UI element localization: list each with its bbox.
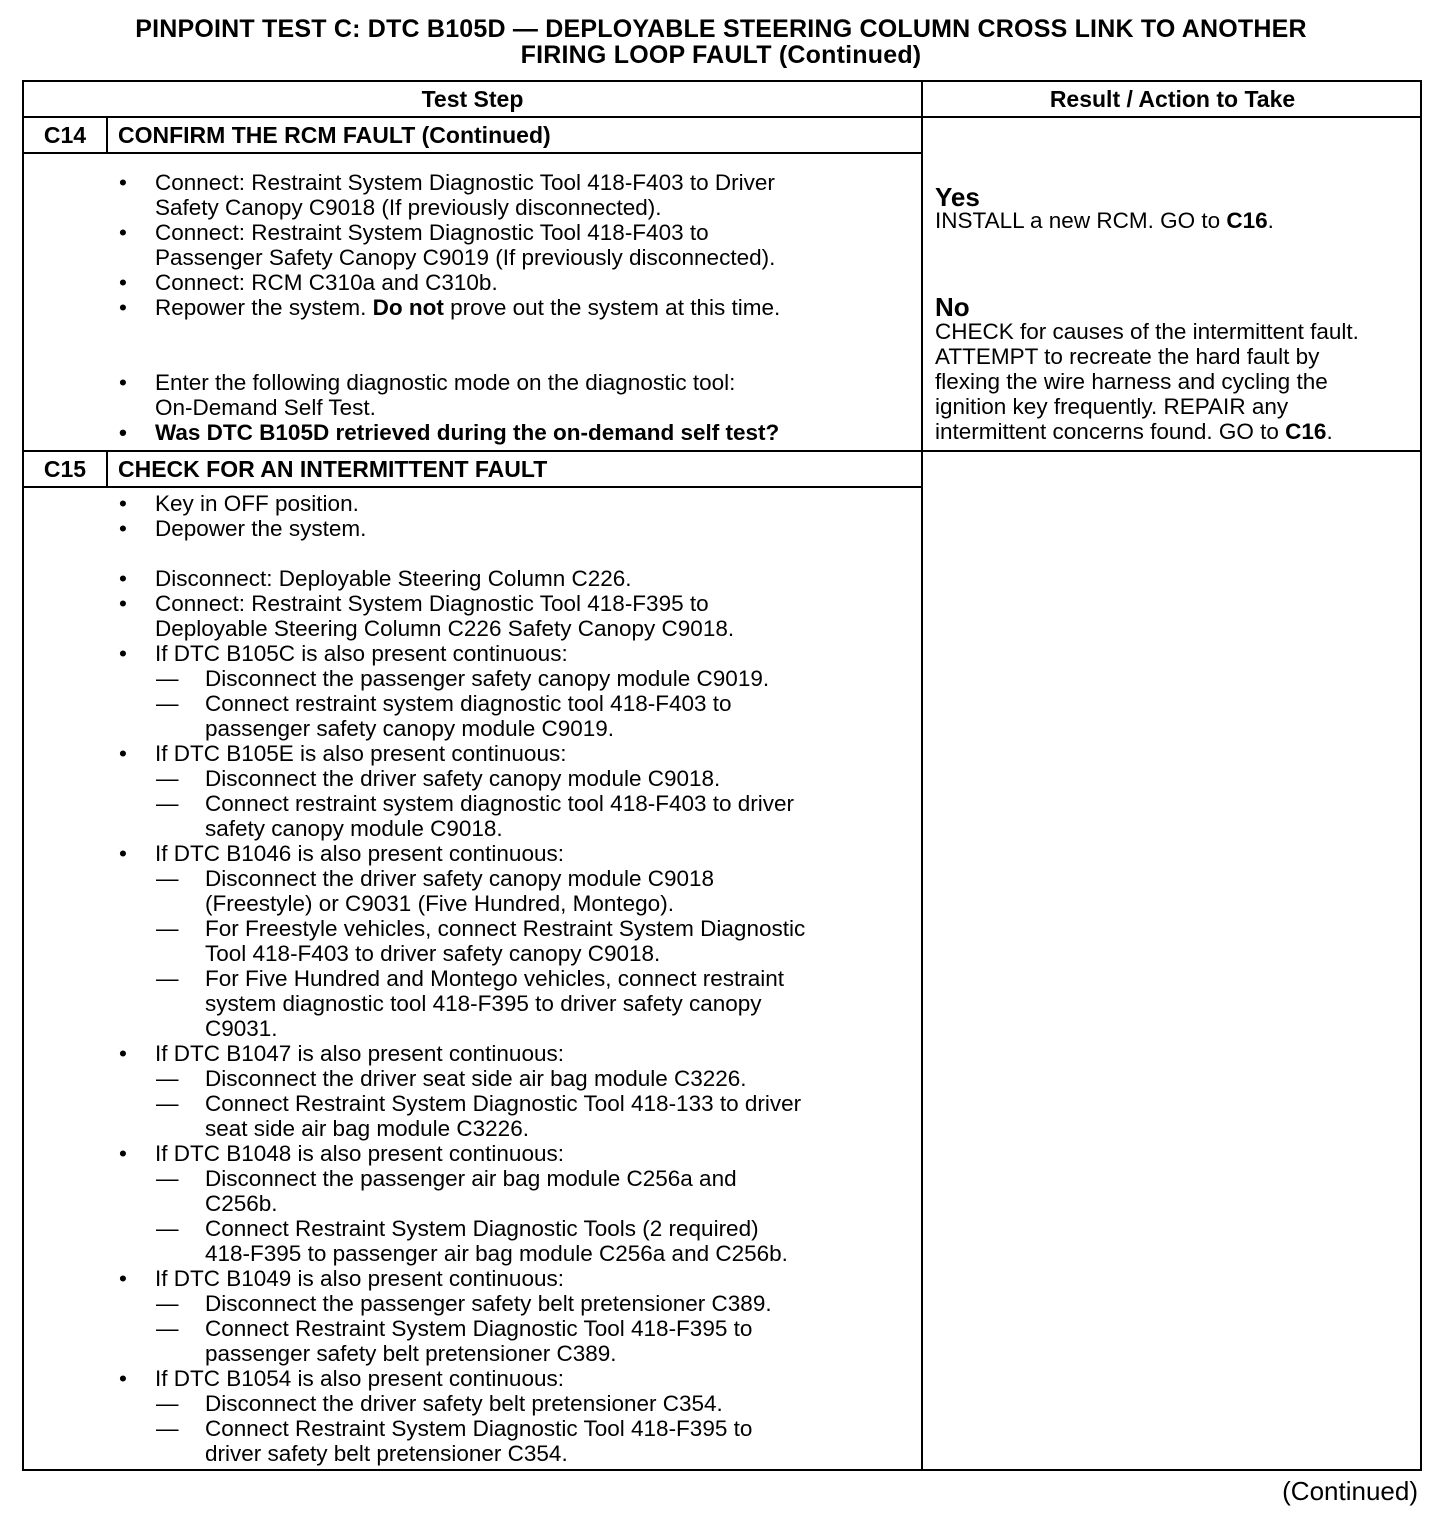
list-item: • Connect: RCM C310a and C310b. — [24, 270, 919, 295]
column-divider — [921, 82, 923, 1471]
sub-item: — For Freestyle vehicles, connect Restraint System Diagnostic Tool 418-F403 to driver safety canopy C9018. — [24, 916, 919, 966]
sub-item: — For Five Hundred and Montego vehicles, connect restraint system diagnostic tool 418-F395 to driver safety canopy C9031. — [24, 966, 919, 1041]
list-item: • If DTC B1049 is also present continuous: — [24, 1266, 919, 1291]
list-item: • If DTC B1047 is also present continuous: — [24, 1041, 919, 1066]
goto-c16-link[interactable]: C16 — [1226, 208, 1268, 233]
list-item: • If DTC B105C is also present continuous: — [24, 641, 919, 666]
sub-item: — Connect Restraint System Diagnostic Tool 418-F395 to passenger safety belt pretensioner C389. — [24, 1316, 919, 1366]
list-item-question: • Was DTC B105D retrieved during the on-demand self test? — [24, 420, 919, 445]
list-item: • If DTC B1046 is also present continuous: — [24, 841, 919, 866]
result-yes-label: Yes — [935, 182, 980, 212]
c14-step-list — [24, 170, 919, 445]
sub-item: — Connect Restraint System Diagnostic Tool 418-F395 to driver safety belt pretensioner C354. — [24, 1416, 919, 1466]
header-result-action: Result / Action to Take — [1049, 86, 1296, 112]
c15-step-list — [24, 491, 919, 1466]
list-item: • If DTC B1054 is also present continuous: — [24, 1366, 919, 1391]
header-test-step: Test Step — [421, 86, 524, 112]
list-item: • Key in OFF position. — [24, 491, 919, 516]
c15-title-rule — [24, 486, 923, 488]
sub-item: — Disconnect the passenger air bag module C256a and C256b. — [24, 1166, 919, 1216]
sub-item: — Connect restraint system diagnostic tool 418-F403 to driver safety canopy module C9018. — [24, 791, 919, 841]
result-yes-text: INSTALL a new RCM. GO to C16. — [935, 208, 1274, 233]
result-no-text: CHECK for causes of the intermittent fault. ATTEMPT to recreate the hard fault by flexing the wire harness and cycling the ignition key frequently. REPAIR any intermittent concerns found. GO to C16. — [935, 319, 1359, 444]
step-title-c14: CONFIRM THE RCM FAULT (Continued) — [118, 122, 551, 148]
pinpoint-table — [22, 80, 1422, 1471]
step-id-divider-c14 — [106, 116, 108, 152]
sub-item: — Connect Restraint System Diagnostic Tool 418-133 to driver seat side air bag module C3226. — [24, 1091, 919, 1141]
sub-item: — Connect restraint system diagnostic tool 418-F403 to passenger safety canopy module C9019. — [24, 691, 919, 741]
c14-title-rule — [24, 152, 923, 154]
step-id-c15: C15 — [43, 456, 87, 482]
step-title-c15: CHECK FOR AN INTERMITTENT FAULT — [118, 456, 548, 482]
goto-c16-link[interactable]: C16 — [1285, 419, 1327, 444]
page-title — [20, 16, 1422, 68]
result-no-label: No — [935, 292, 970, 322]
step-id-c14: C14 — [43, 122, 87, 148]
sub-item: — Disconnect the driver safety belt pretensioner C354. — [24, 1391, 919, 1416]
sub-item: — Disconnect the driver safety canopy module C9018. — [24, 766, 919, 791]
continued-label: (Continued) — [1282, 1476, 1418, 1506]
sub-item: — Disconnect the driver seat side air bag module C3226. — [24, 1066, 919, 1091]
sub-item: — Disconnect the passenger safety belt pretensioner C389. — [24, 1291, 919, 1316]
list-item: • If DTC B105E is also present continuous: — [24, 741, 919, 766]
sub-item: — Connect Restraint System Diagnostic Tools (2 required) 418-F395 to passenger air bag module C256a and C256b. — [24, 1216, 919, 1266]
sub-item: — Disconnect the driver safety canopy module C9018 (Freestyle) or C9031 (Five Hundred, Montego). — [24, 866, 919, 916]
header-rule — [24, 116, 1422, 118]
sub-item: — Disconnect the passenger safety canopy module C9019. — [24, 666, 919, 691]
title-line-2: FIRING LOOP FAULT (Continued) — [520, 41, 922, 69]
list-item: • If DTC B1048 is also present continuous: — [24, 1141, 919, 1166]
title-line-1: PINPOINT TEST C: DTC B105D — DEPLOYABLE STEERING COLUMN CROSS LINK TO ANOTHER — [135, 15, 1307, 43]
list-item: • Connect: Restraint System Diagnostic Tool 418-F403 to Driver Safety Canopy C9018 (If previously disconnected). — [24, 170, 919, 220]
list-item: • Connect: Restraint System Diagnostic Tool 418-F395 to Deployable Steering Column C226 Safety Canopy C9018. — [24, 591, 919, 641]
list-item: • Disconnect: Deployable Steering Column C226. — [24, 566, 919, 591]
list-item: • Enter the following diagnostic mode on the diagnostic tool: On-Demand Self Test. — [24, 370, 919, 420]
list-item: • Repower the system. Do not prove out the system at this time. — [24, 295, 919, 320]
list-item: • Connect: Restraint System Diagnostic Tool 418-F403 to Passenger Safety Canopy C9019 (If previously disconnected). — [24, 220, 919, 270]
c14-row-rule — [24, 450, 1422, 452]
step-id-divider-c15 — [106, 450, 108, 486]
list-item: • Depower the system. — [24, 516, 919, 541]
